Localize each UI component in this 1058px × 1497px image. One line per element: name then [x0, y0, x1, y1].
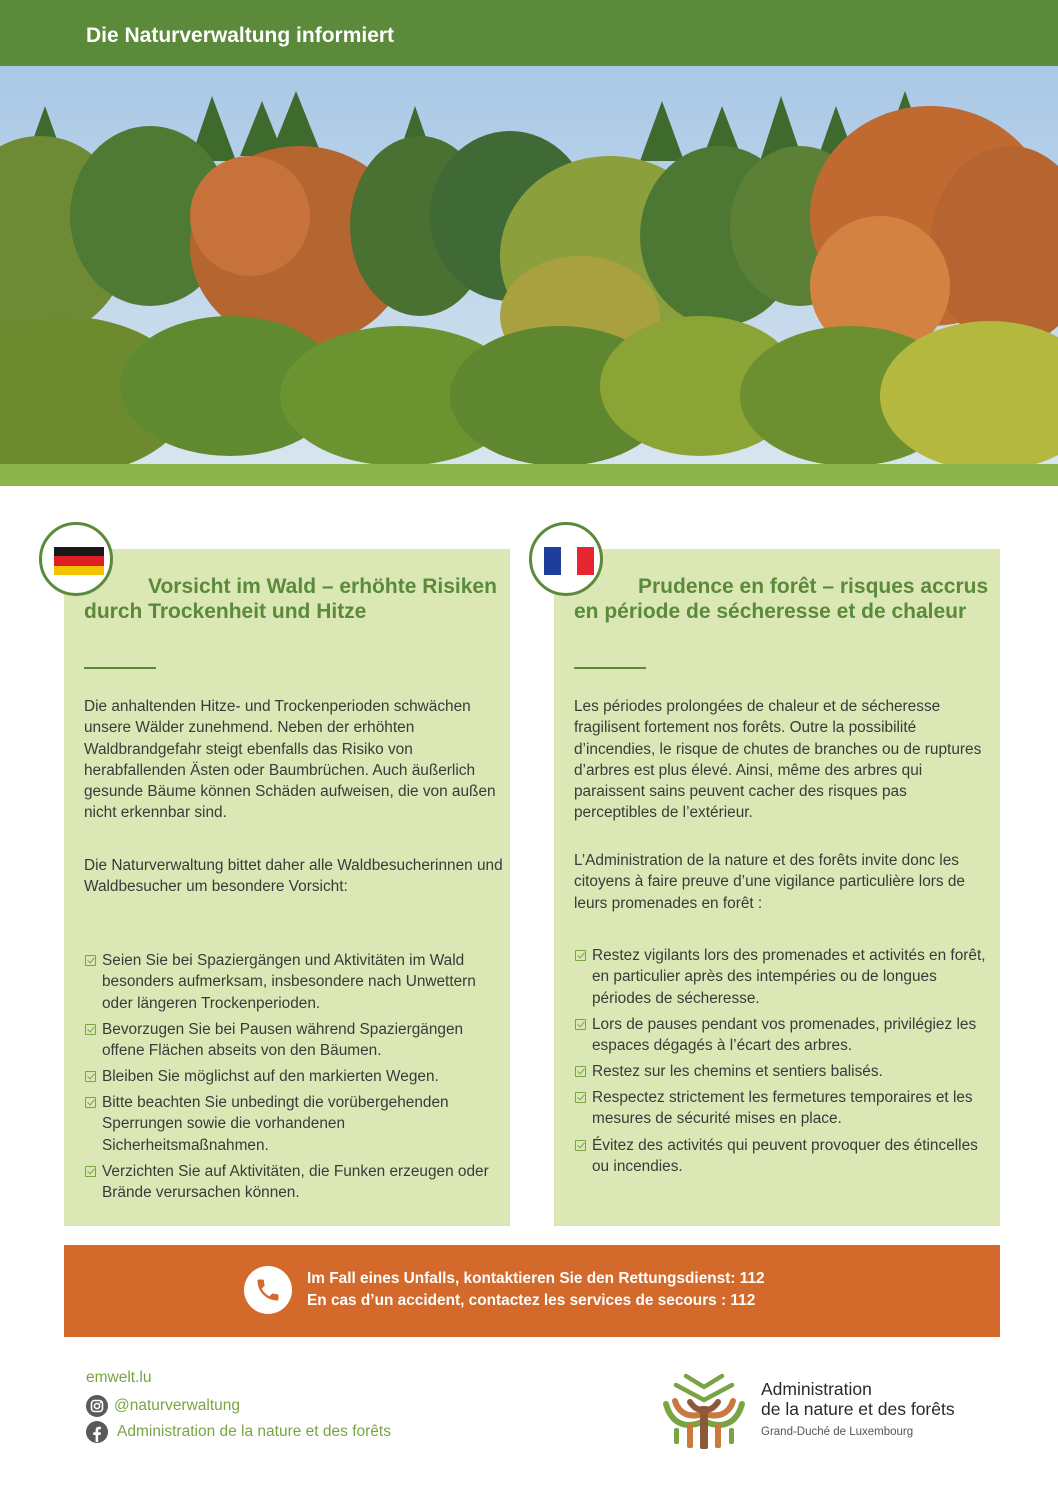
german-divider [84, 667, 156, 669]
instagram-handle: @naturverwaltung [114, 1397, 241, 1414]
checkbox-icon [575, 950, 586, 961]
checkbox-icon [85, 1024, 96, 1035]
emergency-text-fr: En cas d’un accident, contactez les services de secours : 112 [307, 1292, 756, 1309]
french-checklist [574, 945, 994, 1182]
organization-name: Administration de la nature et des forêts [761, 1379, 955, 1419]
emergency-banner [64, 1245, 1000, 1337]
checkbox-icon [575, 1019, 586, 1030]
facebook-page-name: Administration de la nature et des forêts [117, 1423, 391, 1440]
checkbox-icon [575, 1066, 586, 1077]
organization-logo [662, 1368, 746, 1457]
list-item: Verzichten Sie auf Aktivitäten, die Funken erzeugen oder Brände verursachen können. [84, 1161, 504, 1204]
header-bar [0, 0, 1058, 66]
list-item: Lors de pauses pendant vos promenades, privilégiez les espaces dégagés à l’écart des arbres. [574, 1014, 994, 1057]
list-item: Respectez strictement les fermetures temporaires et les mesures de sécurité mises en place. [574, 1087, 994, 1130]
french-intro: Les périodes prolongées de chaleur et de sécheresse fragilisent fortement nos forêts. Outre la possibilité d’incendies, le risque de chutes de branches ou de ruptures d’arbres est plus élevé. Ainsi, même des arbres qui paraissent sains peuvent cacher des risques pas perceptibles de l’extérieur. [574, 698, 982, 822]
page-title: Die Naturverwaltung informiert [86, 24, 395, 47]
list-item: Restez vigilants lors des promenades et activités en forêt, en particulier après des intempéries ou de longues périodes de sécheresse. [574, 945, 994, 1009]
germany-flag-icon [39, 522, 113, 596]
list-item: Bevorzugen Sie bei Pausen während Spaziergängen offene Flächen abseits von den Bäumen. [84, 1019, 504, 1062]
hero-forest-image [0, 66, 1058, 486]
checkbox-icon [575, 1092, 586, 1103]
german-intro: Die anhaltenden Hitze- und Trockenperioden schwächen unsere Wälder zunehmend. Neben der erhöhten Waldbrandgefahr steigt ebenfalls das Risiko von herabfallenden Ästen oder Baumbrüchen. Auch äußerlich gesunde Bäume können Schäden aufweisen, die von außen nicht erkennbar sind. [84, 698, 496, 822]
list-item: Bleiben Sie möglichst auf den markierten Wegen. [84, 1066, 504, 1087]
checkbox-icon [85, 1097, 96, 1108]
checkbox-icon [85, 1071, 96, 1082]
facebook-icon [86, 1421, 108, 1443]
french-divider [574, 667, 646, 669]
german-title: Vorsicht im Wald – erhöhte Risiken durch Trockenheit und Hitze [84, 575, 497, 623]
list-item: Restez sur les chemins et sentiers balisés. [574, 1061, 994, 1082]
instagram-icon [86, 1395, 108, 1417]
website-link[interactable]: emwelt.lu [86, 1369, 152, 1386]
french-info-card [554, 549, 1000, 1226]
french-request: L’Administration de la nature et des forêts invite donc les citoyens à faire preuve d’une vigilance particulière lors de leurs promenades en forêt : [574, 852, 965, 912]
france-flag-icon [529, 522, 603, 596]
checkbox-icon [85, 1166, 96, 1177]
german-info-card [64, 549, 510, 1226]
instagram-link[interactable] [86, 1395, 240, 1417]
phone-icon [244, 1266, 292, 1314]
list-item: Seien Sie bei Spaziergängen und Aktivitäten im Wald besonders aufmerksam, insbesondere nach Unwettern oder längeren Trockenperioden. [84, 950, 504, 1014]
facebook-link[interactable] [86, 1421, 391, 1443]
german-checklist [84, 950, 504, 1208]
list-item: Bitte beachten Sie unbedingt die vorübergehenden Sperrungen sowie die vorhandenen Sicherheitsmaßnahmen. [84, 1092, 504, 1156]
french-title: Prudence en forêt – risques accrus en période de sécheresse et de chaleur [574, 575, 989, 623]
list-item: Évitez des activités qui peuvent provoquer des étincelles ou incendies. [574, 1135, 994, 1178]
checkbox-icon [85, 955, 96, 966]
german-request: Die Naturverwaltung bittet daher alle Waldbesucherinnen und Waldbesucher um besondere Vorsicht: [84, 857, 503, 896]
emergency-text-de: Im Fall eines Unfalls, kontaktieren Sie den Rettungsdienst: 112 [307, 1270, 765, 1287]
organization-subtitle: Grand-Duché de Luxembourg [761, 1426, 914, 1438]
checkbox-icon [575, 1140, 586, 1151]
